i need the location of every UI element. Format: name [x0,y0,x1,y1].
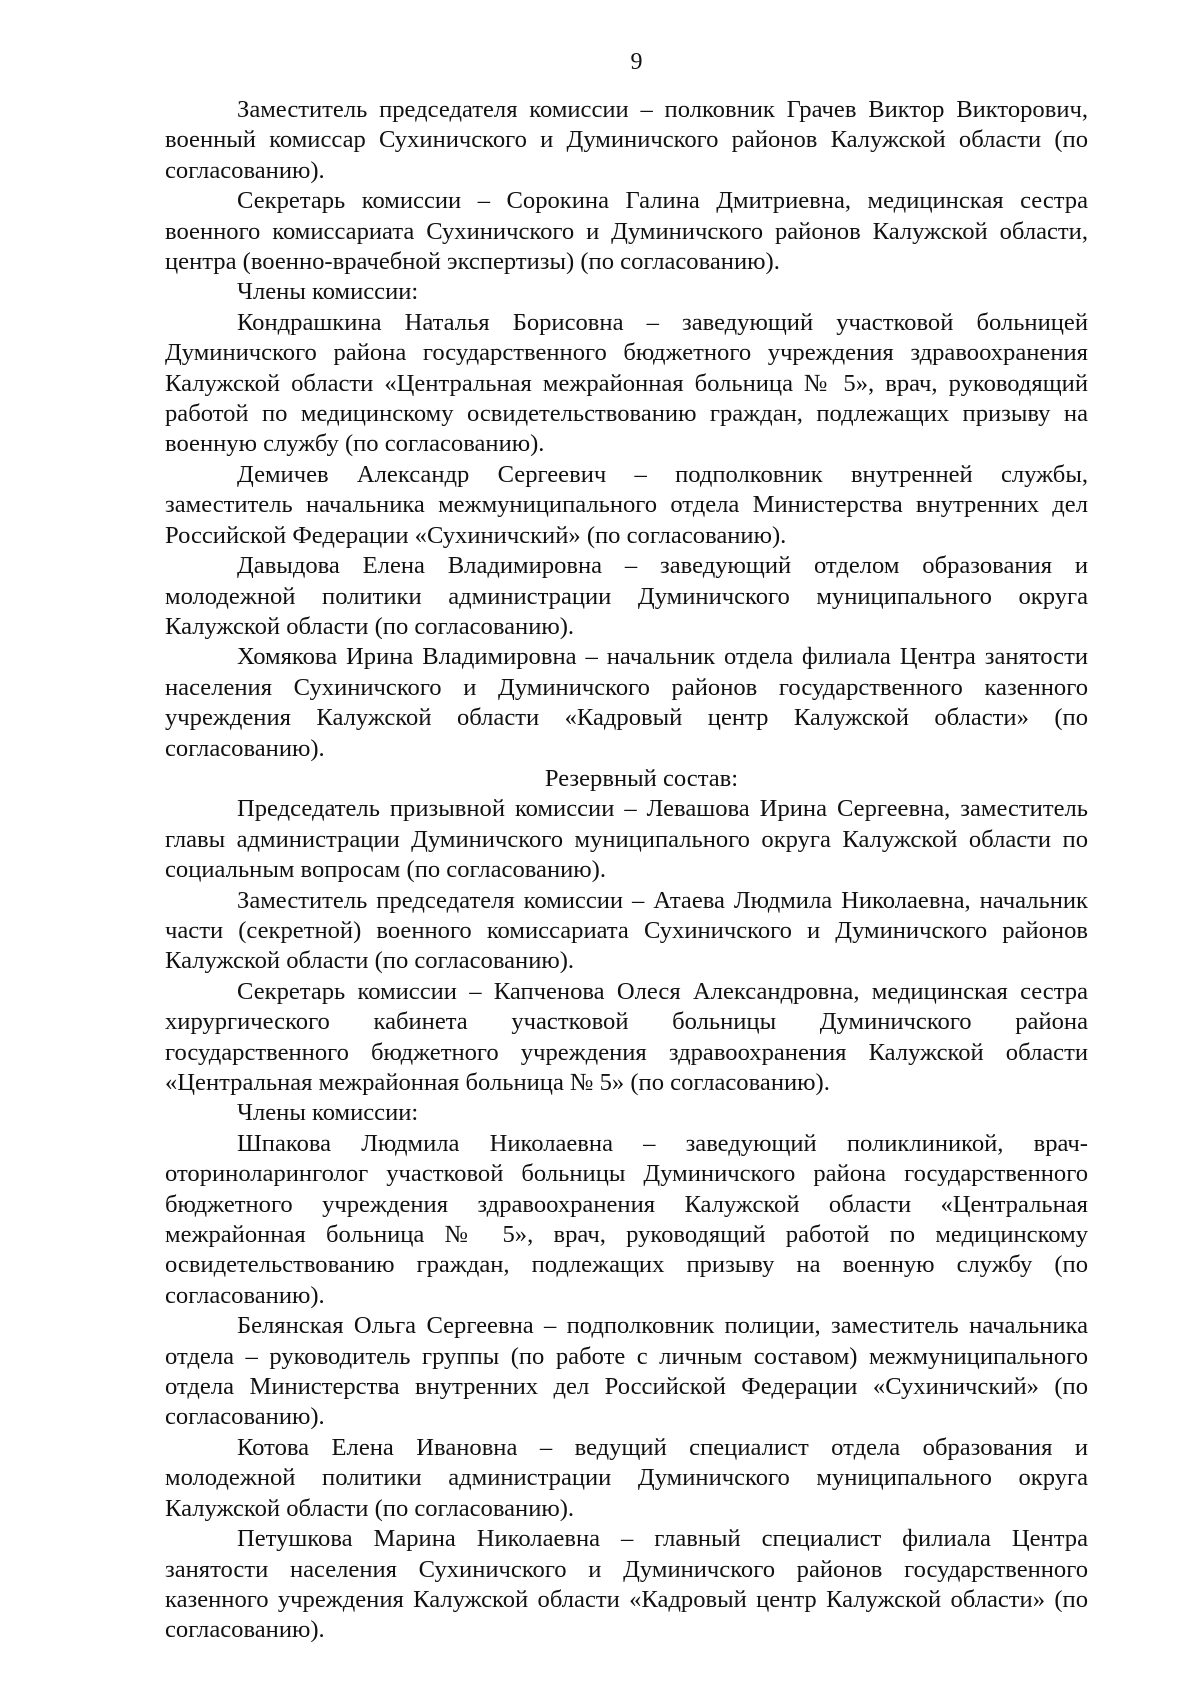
member-paragraph: Хомякова Ирина Владимировна – начальник отдела филиала Центра занятости населения Сухиничского и Думиничского районов государственного казенного учреждения Калужской области «Кадровый центр Калужской области» (по согласованию). [165,643,1088,762]
reserve-secretary-paragraph: Секретарь комиссии – Капченова Олеся Александровна, медицинская сестра хирургического кабинета участковой больницы Думиничского района государственного бюджетного учреждения здравоохранения Калужской области «Центральная межрайонная больница № 5» (по согласованию). [165,977,1088,1096]
reserve-chair-paragraph: Председатель призывной комиссии – Левашова Ирина Сергеевна, заместитель главы администрации Думиничского муниципального округа Калужской области по социальным вопросам (по согласованию). [165,795,1088,884]
page-number: 9 [630,49,643,75]
member-paragraph: Давыдова Елена Владимировна – заведующий отделом образования и молодежной политики администрации Думиничского муниципального округа Калужской области (по согласованию). [165,552,1088,640]
member-paragraph: Демичев Александр Сергеевич – подполковник внутренней службы, заместитель начальника межмуниципального отдела Министерства внутренних дел Российской Федерации «Сухиничский» (по согласованию). [165,460,1088,549]
deputy-chair-paragraph: Заместитель председателя комиссии – полковник Грачев Виктор Викторович, военный комиссар Сухиничского и Думиничского районов Калужской области (по согласованию). [165,96,1088,184]
reserve-deputy-chair-paragraph: Заместитель председателя комиссии – Атаева Людмила Николаевна, начальник части (секретной) военного комиссариата Сухиничского и Думиничского районов Калужской области (по согласованию). [165,886,1088,975]
document-body [165,95,1088,1646]
secretary-paragraph: Секретарь комиссии – Сорокина Галина Дмитриевна, медицинская сестра военного комиссариата Сухиничского и Думиничского районов Калужской области, центра (военно-врачебной экспертизы) (по согласованию). [165,187,1088,276]
member-paragraph: Кондрашкина Наталья Борисовна – заведующий участковой больницей Думиничского района государственного бюджетного учреждения здравоохранения Калужской области «Центральная межрайонная больница № 5», врач, руководящий работой по медицинскому освидетельствованию граждан, подлежащих призыву на военную службу (по согласованию). [165,308,1088,458]
reserve-member-paragraph: Шпакова Людмила Николаевна – заведующий поликлиникой, врач-оториноларинголог участковой больницы Думиничского района государственного бюджетного учреждения здравоохранения Калужской области «Центральная межрайонная больница № 5», врач, руководящий работой по медицинскому освидетельствованию граждан, подлежащих призыву на военную службу (по согласованию). [165,1129,1088,1309]
reserve-member-paragraph: Белянская Ольга Сергеевна – подполковник полиции, заместитель начальника отдела – руководитель группы (по работе с личным составом) межмуниципального отдела Министерства внутренних дел Российской Федерации «Сухиничский» (по согласованию). [165,1312,1088,1431]
members-label: Члены комиссии: [237,278,419,306]
reserve-member-paragraph: Котова Елена Ивановна – ведущий специалист отдела образования и молодежной политики администрации Думиничского муниципального округа Калужской области (по согласованию). [165,1433,1088,1522]
reserve-heading: Резервный состав: [544,764,739,792]
reserve-members-label: Члены комиссии: [237,1099,419,1127]
reserve-member-paragraph: Петушкова Марина Николаевна – главный специалист филиала Центра занятости населения Сухиничского и Думиничского районов государственного казенного учреждения Калужской области «Кадровый центр Калужской области» (по согласованию). [165,1525,1088,1644]
